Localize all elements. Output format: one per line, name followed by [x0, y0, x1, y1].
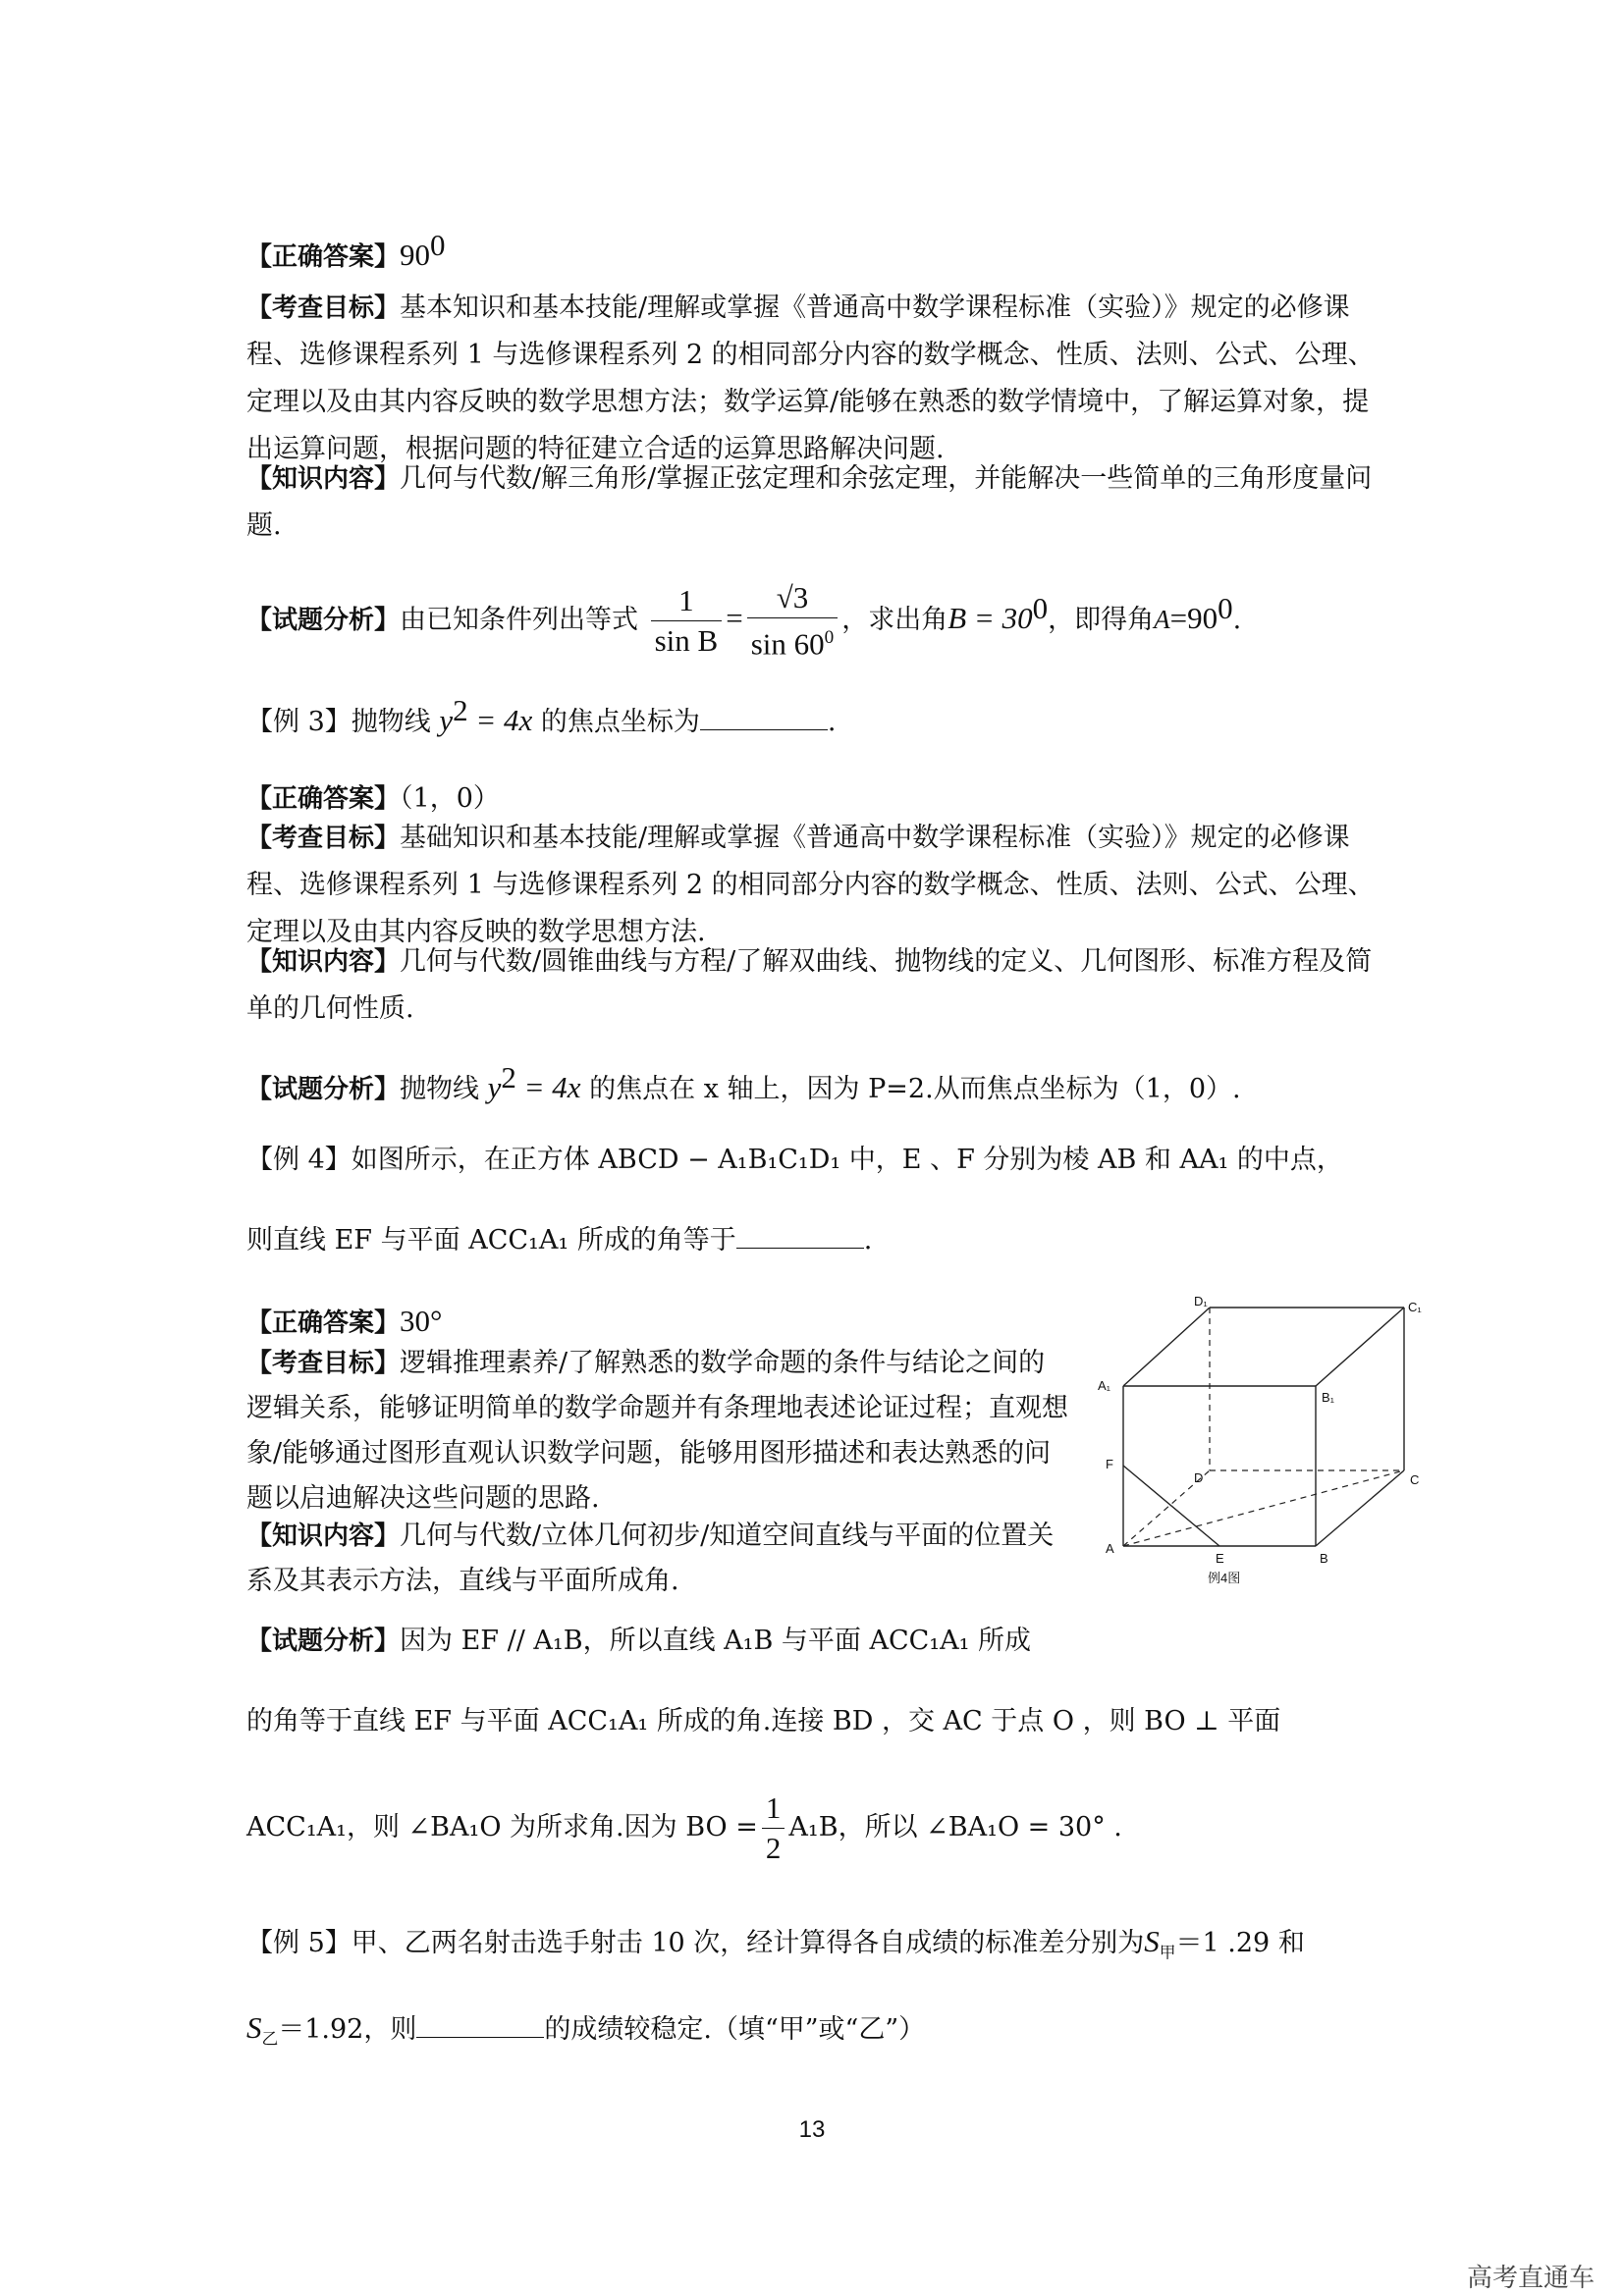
a-var: A: [1154, 605, 1170, 634]
answer-label: 【正确答案】: [246, 1308, 401, 1338]
eq-exp: 2: [453, 693, 468, 727]
b-degree: 0: [1032, 591, 1049, 625]
a-degree: 0: [1218, 591, 1233, 625]
answer-value: （1，0）: [400, 783, 500, 814]
analysis-label: 【试题分析】: [246, 1627, 401, 1656]
ex3-analysis: [246, 1054, 1395, 1113]
answer-blank: [700, 728, 828, 730]
ex2-objective: [246, 285, 1395, 473]
ex4-label: 【例 4】: [246, 1145, 352, 1175]
vertex-label: C: [1410, 1472, 1420, 1487]
knowledge-label: 【知识内容】: [246, 464, 401, 494]
objective-text: 基础知识和基本技能/理解或掌握《普通高中数学课程标准（实验）》规定的必修课程、选修课程系列 1 与选修课程系列 2 的相同部分内容的数学概念、性质、法则、公式、公理、定理以及由其内容反映的数学思想方法.: [246, 823, 1375, 947]
objective-label: 【考查目标】: [246, 824, 401, 853]
ex5-line2: [246, 2004, 1395, 2061]
ex4-analysis-line1: [246, 1618, 1071, 1665]
eq-rest: = 4x: [515, 1070, 581, 1104]
segment-ef: [1123, 1466, 1219, 1546]
vertex-label: C₁: [1408, 1300, 1422, 1314]
analysis-mid: ，求出角: [841, 605, 948, 635]
answer-blank: [416, 2036, 544, 2038]
vertex-label: D: [1194, 1470, 1204, 1485]
analysis-mid2: ，即得角: [1048, 605, 1155, 635]
answer-value: 90: [400, 238, 431, 272]
answer-blank: [736, 1247, 864, 1249]
fraction-one-half: [762, 1789, 785, 1868]
objective-label: 【考查目标】: [246, 294, 401, 323]
analysis-3-post: A₁B，所以 ∠BA₁O = 30° .: [788, 1812, 1122, 1842]
frac-den: [747, 618, 839, 664]
ex4-question-line2: [246, 1217, 1395, 1264]
frac-num: 1: [762, 1789, 785, 1829]
s-jia-val: ＝1 .29 和: [1175, 1928, 1305, 1958]
ex5-line2-post: 的成绩较稳定.（填“甲”或“乙”）: [544, 2014, 926, 2045]
s-yi-sub: 乙: [261, 2028, 279, 2049]
fraction-sqrt3-over-sin60: [747, 578, 839, 664]
analysis-label: 【试题分析】: [246, 1075, 401, 1104]
vertex-label: E: [1216, 1551, 1224, 1566]
vertex-label: A₁: [1098, 1378, 1111, 1393]
analysis-2: 的角等于直线 EF 与平面 ACC₁A₁ 所成的角.连接 BD ，交 AC 于点 O ，则 BO ⊥ 平面: [246, 1706, 1281, 1736]
analysis-pre: 抛物线: [400, 1074, 480, 1104]
ex5-label: 【例 5】: [246, 1928, 352, 1958]
ex3-question: [246, 687, 1395, 746]
vertex-label: F: [1106, 1457, 1113, 1471]
frac-den-text: sin 60: [750, 626, 825, 662]
frac-num: 1: [651, 581, 723, 621]
ex4-knowledge: [246, 1514, 1071, 1604]
ex4-line1: 如图所示，在正方体 ABCD − A₁B₁C₁D₁ 中，E 、F 分别为棱 AB 和 AA₁ 的中点，: [351, 1145, 1343, 1175]
answer-value: 30°: [400, 1304, 443, 1338]
ex3-knowledge: [246, 938, 1395, 1033]
ex3-label: 【例 3】: [246, 707, 352, 737]
page-number: 13: [798, 2116, 826, 2143]
eq-y: y: [487, 1070, 502, 1104]
ex4-analysis-line3: [246, 1787, 1395, 1869]
knowledge-text: 几何与代数/解三角形/掌握正弦定理和余弦定理，并能解决一些简单的三角形度量问题.: [246, 463, 1373, 541]
answer-label: 【正确答案】: [246, 784, 401, 814]
edge-a1d1: [1123, 1308, 1210, 1386]
analysis-post: 的焦点在 x 轴上，因为 P=2.从而焦点坐标为（1，0）.: [589, 1074, 1241, 1104]
vertex-label: B₁: [1322, 1390, 1335, 1405]
frac-num: √3: [747, 578, 839, 618]
s-jia-sub: 甲: [1159, 1942, 1176, 1962]
ex4-question-line1: [246, 1137, 1395, 1184]
vertex-label: B: [1320, 1551, 1328, 1566]
diagonal-ac-hidden: [1123, 1470, 1404, 1546]
analysis-end: .: [1232, 605, 1242, 635]
ex2-analysis: [246, 567, 1395, 664]
equals-sign: =: [726, 601, 743, 635]
ex4-line2: 则直线 EF 与平面 ACC₁A₁ 所成的角等于: [246, 1225, 736, 1255]
ex2-answer: [246, 222, 1395, 281]
s-jia: S: [1144, 1924, 1160, 1958]
ex5-line1: [246, 1918, 1395, 1975]
answer-label: 【正确答案】: [246, 242, 401, 272]
vertex-label: A: [1106, 1541, 1114, 1556]
cube-figure: [1092, 1296, 1445, 1600]
figure-caption: 例4图: [1208, 1571, 1241, 1585]
a-value: =90: [1169, 601, 1218, 635]
objective-label: 【考查目标】: [246, 1349, 401, 1378]
ex2-knowledge: [246, 455, 1395, 550]
objective-text: 基本知识和基本技能/理解或掌握《普通高中数学课程标准（实验）》规定的必修课程、选修课程系列 1 与选修课程系列 2 的相同部分内容的数学概念、性质、法则、公式、公理、定理以及由其内容反映的数学思想方法；数学运算/能够在熟悉的数学情境中，了解运算对象，提出运算问题，根据问题的特征建立合适的运算思路解决问题.: [246, 293, 1375, 464]
answer-degree: 0: [430, 228, 446, 262]
fraction-1-over-sinB: [651, 581, 723, 661]
knowledge-label: 【知识内容】: [246, 1522, 401, 1551]
eq-y: y: [439, 703, 454, 737]
ex3-objective: [246, 815, 1395, 956]
edge-b1c1: [1316, 1308, 1404, 1386]
eq-exp: 2: [501, 1060, 516, 1095]
analysis-label: 【试题分析】: [246, 606, 401, 635]
objective-text: 逻辑推理素养/了解熟悉的数学命题的条件与结论之间的逻辑关系，能够证明简单的数学命题并有条理地表述论证过程；直观想象/能够通过图形直观认识数学问题，能够用图形描述和表达熟悉的问题以启迪解决这些问题的思路.: [246, 1348, 1068, 1514]
ex3-q-pre: 抛物线: [351, 707, 431, 737]
ex5-text: 甲、乙两名射击选手射击 10 次，经计算得各自成绩的标准差分别为: [351, 1928, 1145, 1958]
watermark: 高考直通车: [1466, 2264, 1595, 2293]
frac-den: 2: [765, 1831, 782, 1865]
edge-bc: [1316, 1470, 1404, 1546]
analysis-3-pre: ACC₁A₁，则 ∠BA₁O 为所求角.因为 BO =: [246, 1812, 758, 1842]
ex3-q-end: .: [827, 707, 837, 737]
ex4-answer: [246, 1298, 1071, 1347]
ex4-objective: [246, 1341, 1071, 1522]
analysis-1: 因为 EF // A₁B，所以直线 A₁B 与平面 ACC₁A₁ 所成: [400, 1626, 1032, 1656]
ex4-line2-end: .: [863, 1225, 873, 1255]
s-yi: S: [246, 2010, 262, 2045]
frac-den-degree: 0: [824, 626, 835, 648]
b-equation: B = 30: [947, 601, 1033, 635]
knowledge-text: 几何与代数/立体几何初步/知道空间直线与平面的位置关系及其表示方法，直线与平面所成角.: [246, 1521, 1055, 1596]
knowledge-label: 【知识内容】: [246, 947, 401, 977]
frac-den: sin B: [654, 623, 719, 658]
ex3-q-post: 的焦点坐标为: [540, 707, 700, 737]
eq-rest: = 4x: [467, 703, 533, 737]
ex4-analysis-line2: [246, 1698, 1395, 1745]
vertex-label: D₁: [1194, 1296, 1208, 1308]
analysis-pre: 由已知条件列出等式: [400, 605, 639, 635]
s-yi-val: ＝1.92，则: [278, 2014, 417, 2045]
knowledge-text: 几何与代数/圆锥曲线与方程/了解双曲线、抛物线的定义、几何图形、标准方程及简单的几何性质.: [246, 946, 1373, 1024]
